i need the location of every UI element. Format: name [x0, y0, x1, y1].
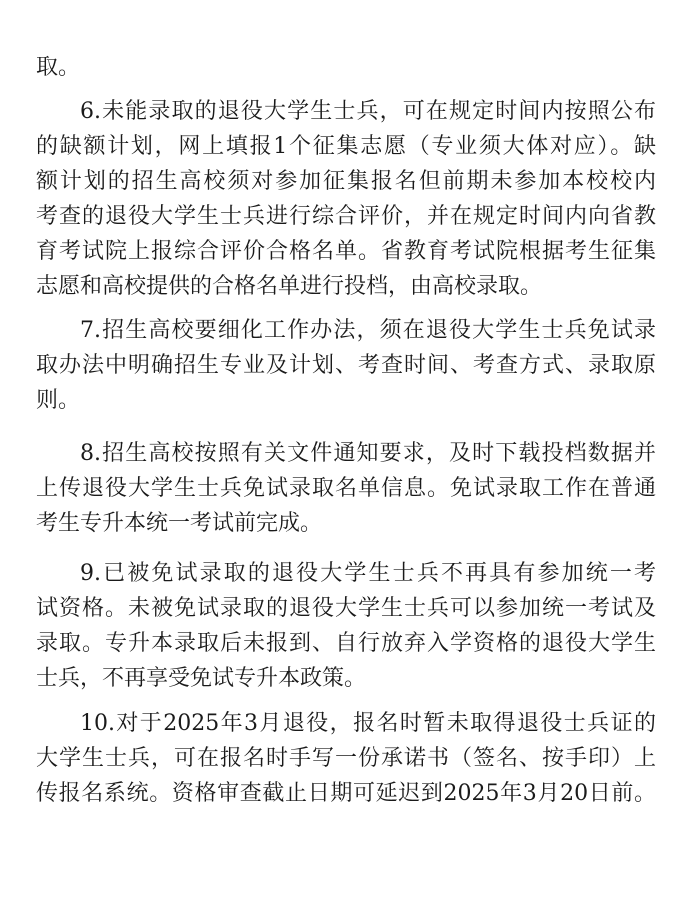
text-line: 士兵，不再享受免试专升本政策。 [36, 666, 367, 691]
paragraph-6-first-line: 6.未能录取的退役大学生士兵，可在规定时间内按照公布 [80, 99, 656, 124]
text-line: 传报名系统。资格审查截止日期可延迟到2025年3月20日前。 [36, 781, 656, 806]
text-line: 大学生士兵，可在报名时手写一份承诺书（签名、按手印）上 [36, 746, 656, 771]
text-line: 取。 [36, 55, 81, 80]
paragraph-8-first-line: 8.招生高校按照有关文件通知要求，及时下载投档数据并 [80, 441, 656, 466]
paragraph-10-first-line: 10.对于2025年3月退役，报名时暂未取得退役士兵证的 [80, 711, 656, 736]
text-line: 录取。专升本录取后未报到、自行放弃入学资格的退役大学生 [36, 631, 656, 656]
text-line: 取办法中明确招生专业及计划、考查时间、考查方式、录取原 [36, 353, 656, 378]
text-line: 则。 [36, 388, 81, 413]
text-line: 志愿和高校提供的合格名单进行投档，由高校录取。 [36, 274, 543, 299]
text-line: 育考试院上报综合评价合格名单。省教育考试院根据考生征集 [36, 239, 656, 264]
text-line: 试资格。未被免试录取的退役大学生士兵可以参加统一考试及 [36, 596, 656, 621]
text-line: 的缺额计划，网上填报1个征集志愿（专业须大体对应）。缺 [36, 134, 656, 159]
text-line: 考查的退役大学生士兵进行综合评价，并在规定时间内向省教 [36, 204, 656, 229]
text-line: 额计划的招生高校须对参加征集报名但前期未参加本校校内 [36, 169, 656, 194]
text-line: 考生专升本统一考试前完成。 [36, 511, 323, 536]
text-line: 上传退役大学生士兵免试录取名单信息。免试录取工作在普通 [36, 476, 656, 501]
paragraph-9-first-line: 9.已被免试录取的退役大学生士兵不再具有参加统一考 [80, 561, 656, 586]
paragraph-7-first-line: 7.招生高校要细化工作办法，须在退役大学生士兵免试录 [80, 318, 656, 343]
